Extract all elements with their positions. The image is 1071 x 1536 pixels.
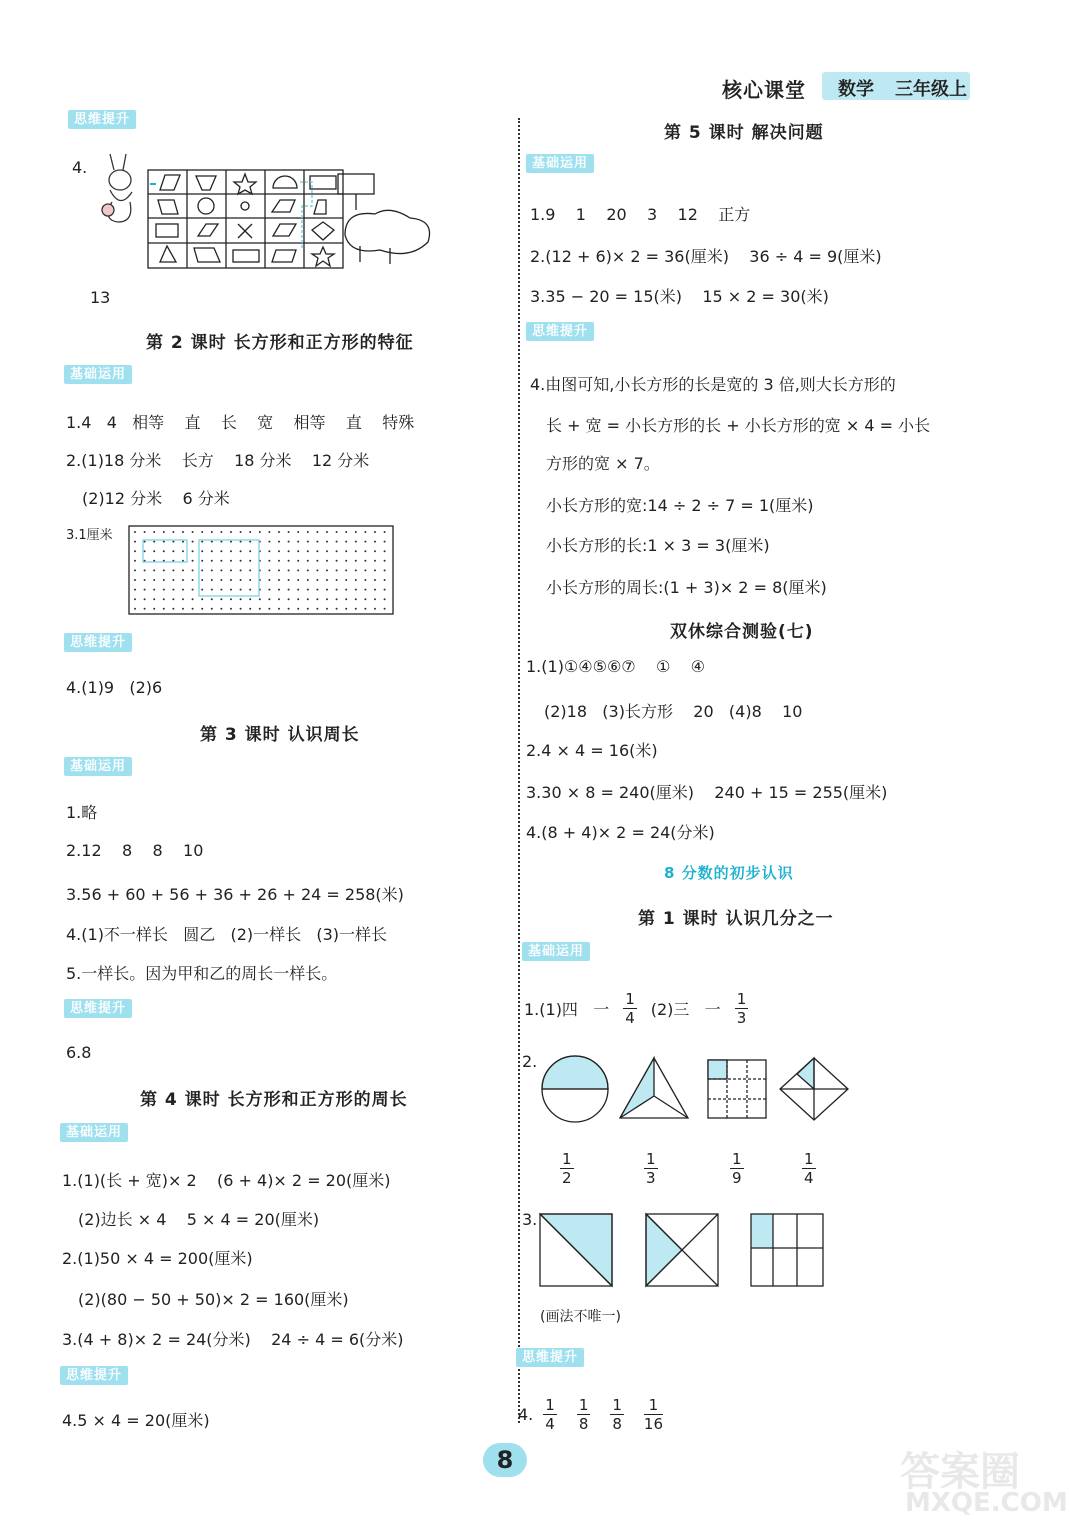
l2-q3: 3.1厘米 bbox=[66, 528, 113, 543]
l5-q4c: 方形的宽 × 7。 bbox=[546, 454, 660, 473]
badge-thinking-4: 思维提升 bbox=[60, 1366, 128, 1385]
denominator: 3 bbox=[736, 1009, 747, 1027]
l4-q2a: 2.(1)50 × 4 = 200(厘米) bbox=[62, 1249, 253, 1268]
l5-q3: 3.35 − 20 = 15(米) 15 × 2 = 30(米) bbox=[530, 287, 829, 306]
badge-basic-r2: 基础运用 bbox=[522, 942, 590, 961]
l5-q4a: 4.由图可知,小长方形的长是宽的 3 倍,则大长方形的 bbox=[530, 375, 896, 394]
lesson3-title: 第 3 课时 认识周长 bbox=[200, 725, 360, 745]
l3-q1: 1.略 bbox=[66, 803, 98, 822]
t-q1a: 1.(1)①④⑤⑥⑦ ① ④ bbox=[526, 657, 706, 676]
f-q4-label: 4. bbox=[518, 1405, 534, 1424]
l5-q1: 1.9 1 20 3 12 正方 bbox=[530, 205, 751, 224]
denominator: 4 bbox=[625, 1009, 635, 1027]
t-q4: 4.(8 + 4)× 2 = 24(分米) bbox=[526, 823, 715, 842]
watermark-logo: 答案圈 bbox=[900, 1449, 1020, 1495]
fraction-q4-d bbox=[644, 1396, 663, 1433]
numerator: 1 bbox=[545, 1396, 555, 1414]
lesson4-title: 第 4 课时 长方形和正方形的周长 bbox=[140, 1090, 408, 1110]
f-q1-mid: (2)三 一 bbox=[650, 1000, 721, 1019]
badge-basic-3: 基础运用 bbox=[60, 1123, 128, 1142]
column-divider bbox=[518, 118, 520, 1423]
t-q2: 2.4 × 4 = 16(米) bbox=[526, 741, 658, 760]
fraction-q2-c bbox=[726, 1150, 748, 1187]
subject-label: 数学 bbox=[838, 79, 874, 100]
denominator: 4 bbox=[545, 1415, 555, 1433]
badge-thinking-3: 思维提升 bbox=[64, 999, 132, 1018]
l3-q4: 4.(1)不一样长 圆乙 (2)一样长 (3)一样长 bbox=[66, 925, 388, 944]
l2-q4: 4.(1)9 (2)6 bbox=[66, 678, 163, 697]
numerator: 1 bbox=[578, 1396, 589, 1414]
fraction-q4-b bbox=[577, 1396, 591, 1433]
fraction-q4-c bbox=[610, 1396, 624, 1433]
l4-q1a: 1.(1)(长 + 宽)× 2 (6 + 4)× 2 = 20(厘米) bbox=[62, 1171, 391, 1190]
t-q3: 3.30 × 8 = 240(厘米) 240 + 15 = 255(厘米) bbox=[526, 783, 888, 802]
fraction-q2-a bbox=[556, 1150, 578, 1187]
l3-q2: 2.12 8 8 10 bbox=[66, 841, 204, 860]
q4-label: 4. bbox=[72, 158, 88, 177]
f-q4-row bbox=[518, 1396, 673, 1433]
f-q1-row bbox=[524, 990, 762, 1027]
q4-answer: 13 bbox=[90, 288, 111, 307]
l3-q6: 6.8 bbox=[66, 1043, 92, 1062]
badge-thinking: 思维提升 bbox=[68, 110, 136, 129]
l2-q1: 1.4 4 相等 直 长 宽 相等 直 特殊 bbox=[66, 413, 415, 432]
shape-maze-figure bbox=[90, 150, 450, 280]
l3-q3: 3.56 + 60 + 56 + 36 + 26 + 24 = 258(米) bbox=[66, 885, 404, 904]
numerator: 1 bbox=[646, 1150, 656, 1168]
l4-q3: 3.(4 + 8)× 2 = 24(分米) 24 ÷ 4 = 6(分米) bbox=[62, 1330, 404, 1349]
denominator: 9 bbox=[732, 1169, 742, 1187]
lesson2-title: 第 2 课时 长方形和正方形的特征 bbox=[146, 333, 414, 353]
l4-q4: 4.5 × 4 = 20(厘米) bbox=[62, 1411, 210, 1430]
dot-grid-figure bbox=[129, 526, 395, 616]
badge-basic-r1: 基础运用 bbox=[526, 154, 594, 173]
denominator: 8 bbox=[578, 1415, 589, 1433]
page-number: 8 bbox=[483, 1443, 527, 1477]
l4-q1b: (2)边长 × 4 5 × 4 = 20(厘米) bbox=[78, 1210, 320, 1229]
denominator: 3 bbox=[646, 1169, 656, 1187]
l5-q4e: 小长方形的长:1 × 3 = 3(厘米) bbox=[546, 536, 770, 555]
f-q1-prefix: 1.(1)四 一 bbox=[524, 1000, 610, 1019]
grade-label: 三年级上 bbox=[895, 79, 967, 100]
denominator: 2 bbox=[562, 1169, 572, 1187]
f-q3-label: 3. bbox=[522, 1210, 538, 1229]
denominator: 4 bbox=[804, 1169, 814, 1187]
watermark-url: MXQE.COM bbox=[905, 1488, 1068, 1518]
chapter8-title: 8 分数的初步认识 bbox=[664, 864, 794, 882]
series-title: 核心课堂 bbox=[722, 78, 806, 102]
numerator: 1 bbox=[625, 990, 635, 1008]
rabbit-icon bbox=[102, 154, 132, 222]
fraction-1-4 bbox=[623, 990, 637, 1027]
numerator: 1 bbox=[612, 1396, 622, 1414]
fraction-shapes-q2 bbox=[538, 1056, 858, 1122]
f-note: (画法不唯一) bbox=[540, 1309, 621, 1325]
numerator: 1 bbox=[736, 990, 747, 1008]
badge-basic-2: 基础运用 bbox=[64, 757, 132, 776]
numerator: 1 bbox=[562, 1150, 572, 1168]
l5-q4f: 小长方形的周长:(1 + 3)× 2 = 8(厘米) bbox=[546, 578, 827, 597]
l2-q2a: 2.(1)18 分米 长方 18 分米 12 分米 bbox=[66, 451, 370, 470]
numerator: 1 bbox=[804, 1150, 814, 1168]
l5-q2: 2.(12 + 6)× 2 = 36(厘米) 36 ÷ 4 = 9(厘米) bbox=[530, 247, 882, 266]
fraction-1-3 bbox=[735, 990, 749, 1027]
lesson1-title: 第 1 课时 认识几分之一 bbox=[638, 909, 834, 929]
fraction-squares-q3 bbox=[538, 1212, 828, 1288]
badge-thinking-2: 思维提升 bbox=[64, 633, 132, 652]
lesson5-title: 第 5 课时 解决问题 bbox=[664, 123, 824, 143]
l2-q2b: (2)12 分米 6 分米 bbox=[82, 489, 230, 508]
denominator: 8 bbox=[612, 1415, 622, 1433]
test-title: 双休综合测验(七) bbox=[670, 622, 814, 642]
t-q1b: (2)18 (3)长方形 20 (4)8 10 bbox=[544, 702, 803, 721]
l3-q5: 5.一样长。因为甲和乙的周长一样长。 bbox=[66, 964, 338, 983]
numerator: 1 bbox=[732, 1150, 742, 1168]
fraction-q2-d bbox=[798, 1150, 820, 1187]
badge-thinking-r1: 思维提升 bbox=[526, 322, 594, 341]
badge-thinking-r2: 思维提升 bbox=[516, 1348, 584, 1367]
l5-q4d: 小长方形的宽:14 ÷ 2 ÷ 7 = 1(厘米) bbox=[546, 496, 814, 515]
fraction-q2-b bbox=[640, 1150, 662, 1187]
badge-basic: 基础运用 bbox=[64, 365, 132, 384]
denominator: 16 bbox=[643, 1415, 663, 1433]
f-q2-label: 2. bbox=[522, 1052, 538, 1071]
l5-q4b: 长 + 宽 = 小长方形的长 + 小长方形的宽 × 4 = 小长 bbox=[546, 416, 931, 435]
fraction-q4-a bbox=[543, 1396, 557, 1433]
l4-q2b: (2)(80 − 50 + 50)× 2 = 160(厘米) bbox=[78, 1290, 349, 1309]
numerator: 1 bbox=[644, 1396, 663, 1415]
